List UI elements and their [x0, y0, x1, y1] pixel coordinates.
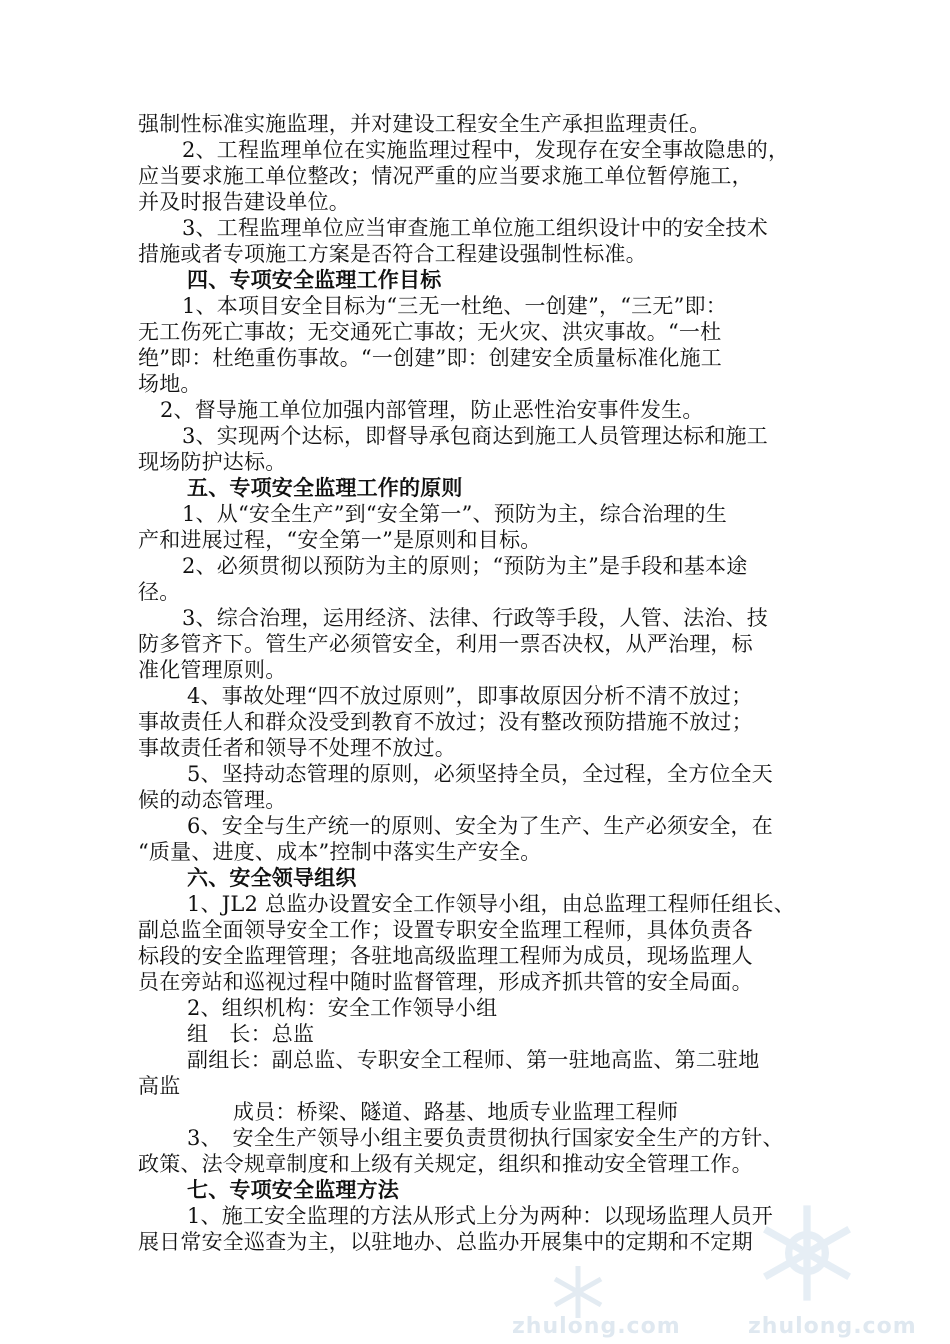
- text-line: 政策、法令规章制度和上级有关规定，组织和推动安全管理工作。: [138, 1152, 753, 1176]
- text-line: 并及时报告建设单位。: [138, 190, 350, 214]
- text-line: 2、必须贯彻以预防为主的原则；“预防为主”是手段和基本途: [182, 554, 748, 578]
- text-line: 2、工程监理单位在实施监理过程中，发现存在安全事故隐患的，: [182, 138, 790, 162]
- watermark-text: zhulong.com: [748, 1314, 917, 1339]
- text-line: 3、综合治理，运用经济、法律、行政等手段，人管、法治、技: [182, 606, 768, 630]
- section-heading: 六、安全领导组织: [187, 865, 357, 890]
- text-line: 员在旁站和巡视过程中随时监督管理，形成齐抓共管的安全局面。: [138, 970, 753, 994]
- text-line: 3、 安全生产领导小组主要负责贯彻执行国家安全生产的方针、: [187, 1126, 784, 1150]
- text-line: 候的动态管理。: [138, 788, 287, 812]
- text-line: 副总监全面领导安全工作；设置专职安全监理工程师，具体负责各: [138, 918, 753, 942]
- text-line: 防多管齐下。管生产必须管安全，利用一票否决权，从严治理，标: [138, 632, 753, 656]
- text-line: 准化管理原则。: [138, 658, 287, 682]
- watermark-logo-icon: [548, 1262, 608, 1322]
- text-line: 2、组织机构：安全工作领导小组: [187, 996, 498, 1020]
- text-line: 产和进展过程，“安全第一”是原则和目标。: [138, 528, 542, 552]
- text-line: 径。: [138, 580, 181, 604]
- text-line: 成员：桥梁、隧道、路基、地质专业监理工程师: [233, 1100, 679, 1124]
- text-line: 强制性标准实施监理，并对建设工程安全生产承担监理责任。: [138, 112, 711, 136]
- text-line: 1、施工安全监理的方法从形式上分为两种：以现场监理人员开: [187, 1204, 773, 1228]
- text-line: 措施或者专项施工方案是否符合工程建设强制性标准。: [138, 242, 647, 266]
- section-heading: 七、专项安全监理方法: [187, 1177, 399, 1202]
- text-line: 6、安全与生产统一的原则、安全为了生产、生产必须安全，在: [187, 814, 773, 838]
- text-line: 5、坚持动态管理的原则，必须坚持全员，全过程，全方位全天: [187, 762, 773, 786]
- text-line: 1、JL2 总监办设置安全工作领导小组，由总监理工程师任组长、: [187, 892, 795, 916]
- text-line: 标段的安全监理管理；各驻地高级监理工程师为成员，现场监理人: [138, 944, 753, 968]
- text-line: “质量、进度、成本”控制中落实生产安全。: [138, 840, 542, 864]
- text-line: 4、事故处理“四不放过原则”，即事故原因分析不清不放过；: [187, 684, 753, 708]
- text-line: 无工伤死亡事故；无交通死亡事故；无火灾、洪灾事故。“一杜: [138, 320, 722, 344]
- text-line: 事故责任者和领导不处理不放过。: [138, 736, 456, 760]
- watermark-logo-icon: [752, 1198, 862, 1308]
- section-heading: 四、专项安全监理工作目标: [187, 267, 442, 292]
- text-line: 展日常安全巡查为主，以驻地办、总监办开展集中的定期和不定期: [138, 1230, 753, 1254]
- text-line: 现场防护达标。: [138, 450, 287, 474]
- text-line: 1、从“安全生产”到“安全第一”、预防为主，综合治理的生: [182, 502, 727, 526]
- text-line: 1、本项目安全目标为“三无一杜绝、一创建”，“三无”即：: [182, 294, 727, 318]
- text-line: 2、督导施工单位加强内部管理，防止恶性治安事件发生。: [160, 398, 704, 422]
- watermark-text: zhulong.com: [512, 1314, 681, 1339]
- text-line: 事故责任人和群众没受到教育不放过；没有整改预防措施不放过；: [138, 710, 753, 734]
- text-line: 副组长：副总监、专职安全工程师、第一驻地高监、第二驻地: [187, 1048, 760, 1072]
- text-line: 绝”即：杜绝重伤事故。“一创建”即：创建安全质量标准化施工: [138, 346, 723, 370]
- text-line: 3、工程监理单位应当审查施工单位施工组织设计中的安全技术: [182, 216, 768, 240]
- text-line: 场地。: [138, 372, 202, 396]
- text-line: 组 长：总监: [187, 1022, 315, 1046]
- text-line: 高监: [138, 1074, 181, 1098]
- text-line: 3、实现两个达标，即督导承包商达到施工人员管理达标和施工: [182, 424, 768, 448]
- section-heading: 五、专项安全监理工作的原则: [187, 475, 463, 500]
- text-line: 应当要求施工单位整改；情况严重的应当要求施工单位暂停施工，: [138, 164, 753, 188]
